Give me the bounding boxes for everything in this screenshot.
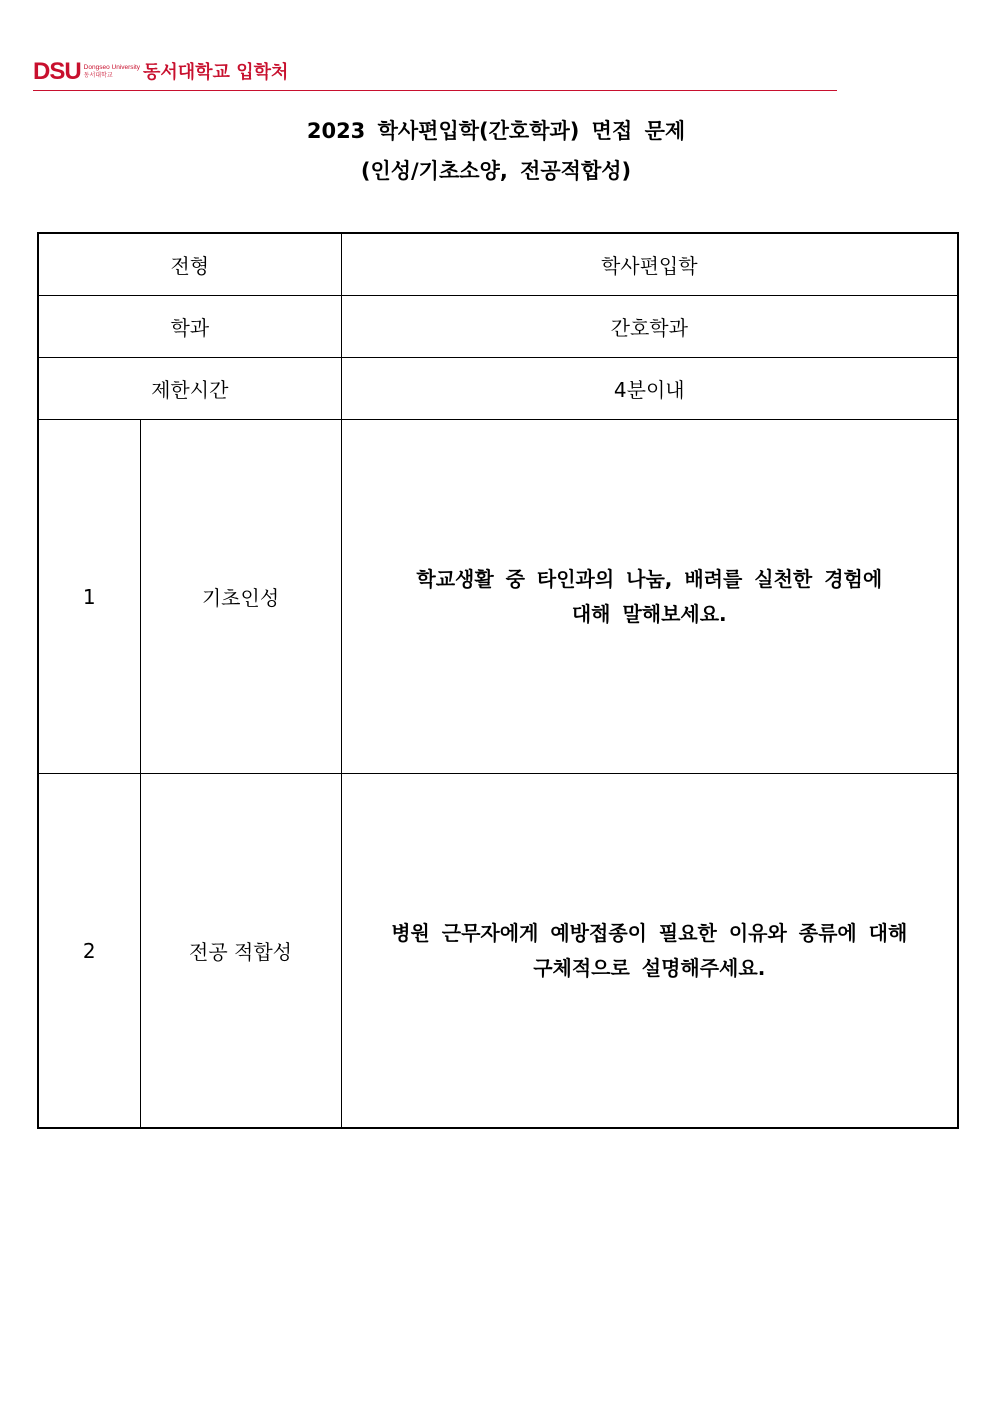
university-logo bbox=[33, 60, 140, 84]
page-header bbox=[33, 58, 837, 91]
logo-subtext bbox=[84, 64, 140, 80]
department-label: 학과 bbox=[38, 296, 341, 358]
department-value: 간호학과 bbox=[341, 296, 958, 358]
document-subtitle: (인성/기초소양, 전공적합성) bbox=[360, 159, 632, 183]
time-limit-value: 4분이내 bbox=[341, 358, 958, 420]
logo-subtext-ko: 동서대학교 bbox=[83, 72, 113, 79]
type-label: 전형 bbox=[38, 233, 341, 296]
question-text bbox=[341, 774, 958, 1129]
question-category: 전공 적합성 bbox=[140, 774, 341, 1129]
table-row-type bbox=[38, 233, 958, 296]
logo-mark: DSU bbox=[33, 58, 81, 85]
question-text-line: 구체적으로 설명해주세요. bbox=[533, 955, 766, 980]
header-organization: 동서대학교 입학처 bbox=[143, 62, 289, 83]
question-number: 2 bbox=[38, 774, 140, 1129]
type-value: 학사편입학 bbox=[341, 233, 958, 296]
time-limit-label: 제한시간 bbox=[38, 358, 341, 420]
question-text bbox=[341, 420, 958, 774]
question-number: 1 bbox=[38, 420, 140, 774]
logo-subtext-en: Dongseo University bbox=[83, 64, 141, 71]
interview-table bbox=[37, 232, 959, 1129]
table-row-question-2 bbox=[38, 774, 958, 1129]
question-text-line: 대해 말해보세요. bbox=[571, 601, 727, 626]
table-row-question-1 bbox=[38, 420, 958, 774]
document-title: 2023 학사편입학(간호학과) 면접 문제 bbox=[306, 119, 686, 143]
question-text-line: 병원 근무자에게 예방접종이 필요한 이유와 종류에 대해 bbox=[391, 920, 908, 945]
table-row-department bbox=[38, 296, 958, 358]
question-category: 기초인성 bbox=[140, 420, 341, 774]
question-text-line: 학교생활 중 타인과의 나눔, 배려를 실천한 경험에 bbox=[416, 566, 883, 591]
table-row-time-limit bbox=[38, 358, 958, 420]
